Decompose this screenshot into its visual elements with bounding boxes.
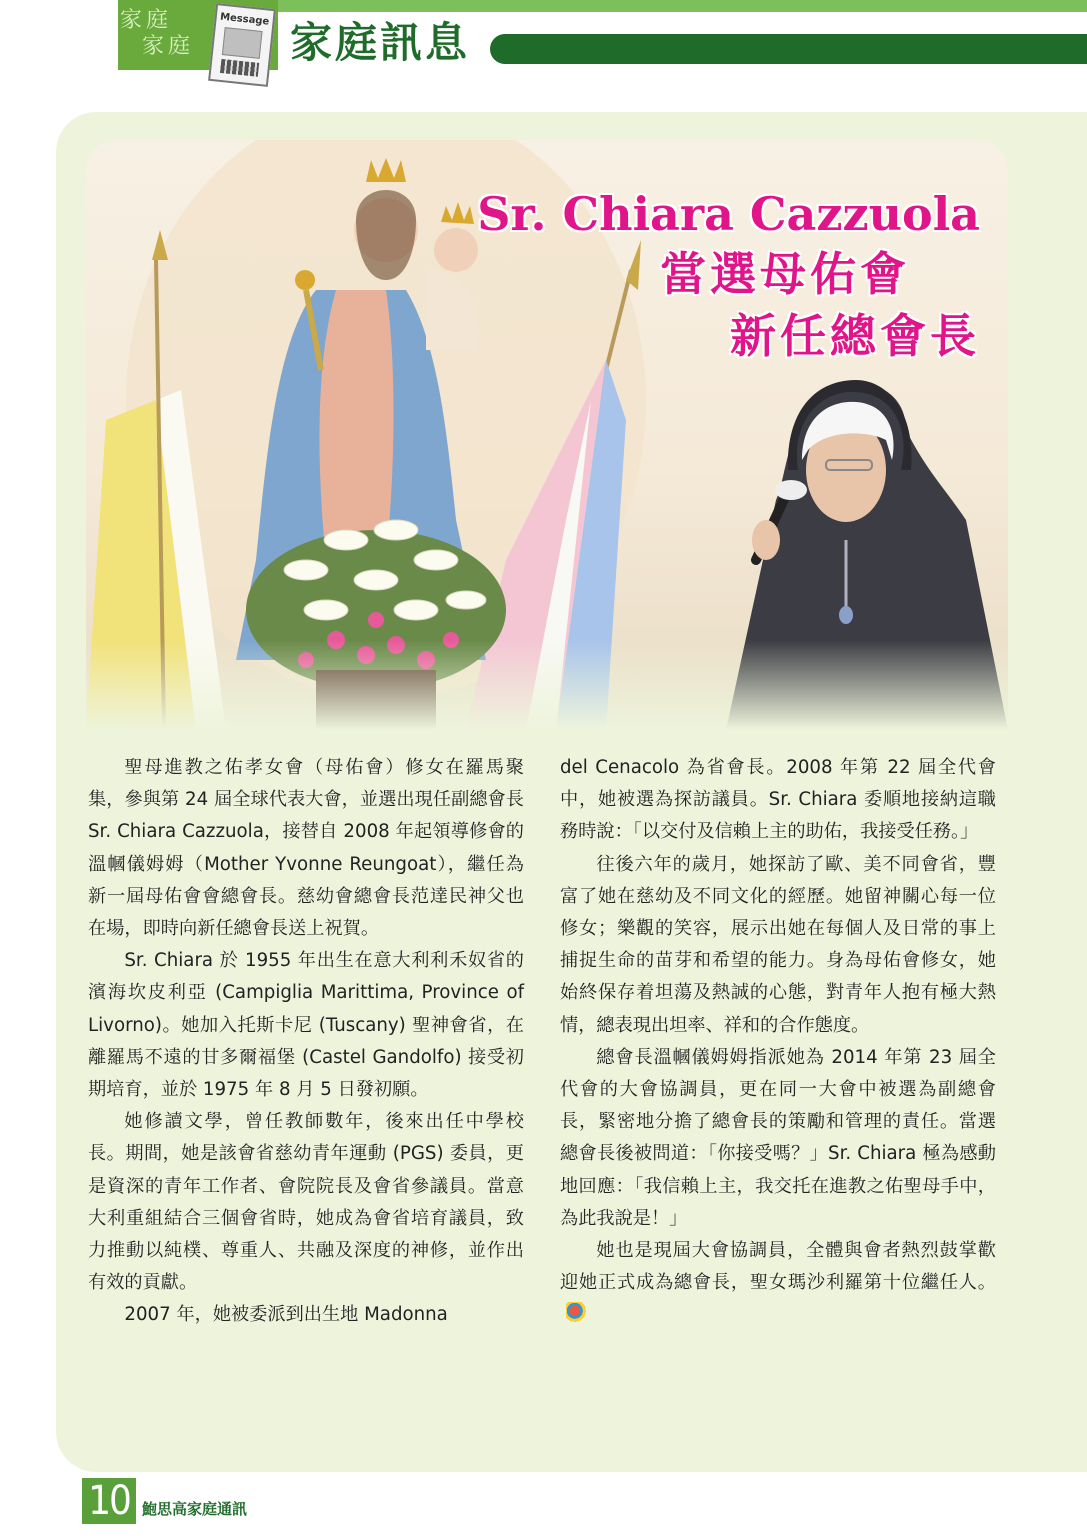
paragraph-last-text: 她也是現屆大會協調員，全體與會者熱烈鼓掌歡迎她正式成為總會長，聖女瑪沙利羅第十位繼任人。	[560, 1240, 996, 1294]
title-english: Sr. Chiara Cazzuola	[477, 187, 980, 241]
section-title: 家庭訊息	[290, 18, 471, 67]
message-label: Message	[219, 11, 270, 28]
logo-line-2: 家庭	[142, 34, 195, 59]
page-header	[0, 0, 1087, 85]
paragraph: 2007 年，她被委派到出生地 Madonna	[124, 1304, 448, 1326]
photo-fade	[86, 640, 1008, 730]
header-bar	[490, 34, 1087, 64]
paragraph: 她修讀文學，曾任教師數年，後來出任中學校長。期間，她是該會省慈幼青年運動 (PGS) 委員，更是資深的青年工作者、會院院長及會省參議員。當意大利重組結合三個會省時，她成為會省培育議員，致力推動以純樸、尊重人、共融及深度的神修，並作出有效的貢獻。	[88, 1111, 524, 1294]
paragraph: 聖母進教之佑孝女會（母佑會）修女在羅馬聚集，參與第 24 屆全球代表大會，並選出現任副總會長 Sr. Chiara Cazzuola，接替自 2008 年起領導修會的溫幗儀姆姆（Mother Yvonne Reungoat），繼任為新一屆母佑會會總會長。慈幼會總會長范達民神父也在場，即時向新任總會長送上祝賀。	[88, 757, 524, 940]
page-number: 10	[82, 1478, 136, 1524]
message-photo-placeholder	[222, 27, 263, 59]
article-column-left	[88, 752, 524, 1332]
paragraph-last	[560, 1235, 996, 1332]
logo-line-1: 家庭	[120, 8, 173, 33]
title-chinese-line-2: 新任總會長	[730, 309, 980, 363]
paragraph-continuation: del Cenacolo 為省會長。2008 年第 22 屆全代會中，她被選為探訪議員。Sr. Chiara 委順地接納這職務時說：「以交付及信賴上主的助佑，我接受任務。」	[560, 757, 996, 843]
publication-name: 鮑思高家庭通訊	[142, 1500, 248, 1518]
paragraph: 總會長溫幗儀姆姆指派她為 2014 年第 23 屆全代會的大會協調員，更在同一大會中被選為副總會長，緊密地分擔了總會長的策勵和管理的責任。當選總會長後被問道：「你接受嗎？」Sr. Chiara 極為感動地回應：「我信賴上主，我交托在進教之佑聖母手中，為此我說是！」	[560, 1046, 996, 1229]
end-mark-icon	[566, 1302, 588, 1324]
message-card-icon	[208, 3, 276, 87]
article-column-right	[560, 752, 996, 1332]
article-title	[440, 185, 980, 367]
header-light-band	[276, 0, 1087, 12]
title-chinese-line-1: 當選母佑會	[660, 247, 910, 301]
message-barcode	[220, 59, 259, 77]
paragraph: 往後六年的歲月，她探訪了歐、美不同會省，豐富了她在慈幼及不同文化的經歷。她留神關心每一位修女；樂觀的笑容，展示出她在每個人及日常的事上捕捉生命的苗芽和希望的能力。身為母佑會修女，她始終保存着坦蕩及熱誠的心態，對青年人抱有極大熱情，總表現出坦率、祥和的合作態度。	[560, 853, 996, 1036]
paragraph: Sr. Chiara 於 1955 年出生在意大利利禾奴省的濱海坎皮利亞 (Campiglia Marittima, Province of Livorno)。她加入托斯卡尼 (Tuscany) 聖神會省，在離羅馬不遠的甘多爾福堡 (Castel Gandolfo) 接受初期培育，並於 1975 年 8 月 5 日發初願。	[88, 950, 524, 1101]
